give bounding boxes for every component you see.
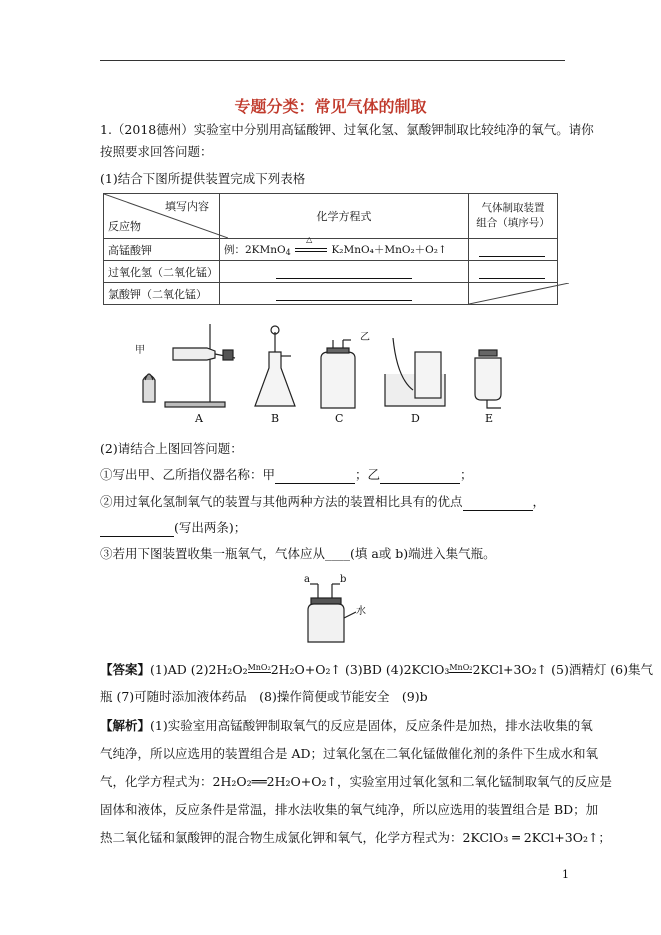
header-fill-content: 填写内容 xyxy=(165,200,209,213)
q1-text-a: ①写出甲、乙所指仪器名称：甲 xyxy=(100,467,276,482)
answer-line1 xyxy=(100,661,653,679)
q2-text-b: ， xyxy=(532,494,546,509)
question-1-line2: 按照要求回答问题： xyxy=(100,144,213,159)
q2-text-c: (写出两条)； xyxy=(174,520,247,535)
q2-text-a: ②用过氧化氢制氧气的装置与其他两种方法的装置相比具有的优点 xyxy=(100,494,463,509)
answer-line2: 瓶 (7)可随时添加液体药品 (8)操作简便或节能安全 (9)b xyxy=(100,689,428,704)
header-apparatus-line2: 组合（填序号） xyxy=(476,217,550,229)
q1-text-c: ； xyxy=(460,467,473,482)
header-rule xyxy=(100,60,565,61)
example-equation xyxy=(220,235,469,261)
label-jia: 甲 xyxy=(135,345,145,356)
answer-text2: 2H₂O+O₂↑ (3)BD (4)2KClO₃ xyxy=(270,662,450,677)
apparatus-label-c: C xyxy=(335,412,344,425)
row-label-kclo3: 氯酸钾（二氧化锰） xyxy=(104,283,220,305)
table-row xyxy=(104,239,558,261)
bottle-label-a: a xyxy=(304,574,310,585)
apparatus-label-e: E xyxy=(485,412,494,425)
table-row xyxy=(104,261,558,283)
apparatus-label-d: D xyxy=(411,412,420,425)
cell-answer-blank[interactable] xyxy=(469,261,558,283)
answer-table xyxy=(103,193,558,305)
table-row xyxy=(104,283,558,305)
part2-question2 xyxy=(100,493,545,511)
part2-question3: ③若用下图装置收集一瓶氧气，气体应从____(填 a或 b)端进入集气瓶。 xyxy=(100,546,496,561)
part1-instruction: (1)结合下图所提供装置完成下列表格 xyxy=(100,171,306,186)
apparatus-label-a: A xyxy=(195,412,203,425)
analysis-line2: 气纯净，所以应选用的装置组合是 AD；过氧化氢在二氧化锰做催化剂的条件下生成水和氧 xyxy=(100,746,599,761)
eq-sub: 4 xyxy=(285,248,291,257)
header-apparatus xyxy=(469,194,558,239)
cell-answer-blank[interactable] xyxy=(469,239,558,261)
answer-text1: (1)AD (2)2H₂O₂ xyxy=(150,662,248,677)
analysis-label: 【解析】 xyxy=(100,718,151,733)
eq-condition xyxy=(294,235,328,256)
bottle-label-b: b xyxy=(340,574,347,585)
blank-advantage-2[interactable] xyxy=(100,523,174,537)
part2-question1 xyxy=(100,466,473,484)
question-1-line1: 1.（2018德州）实验室中分别用高锰酸钾、过氧化氢、氯酸钾制取比较纯净的氧气。请你 xyxy=(100,122,594,137)
answer-label: 【答案】 xyxy=(100,662,151,677)
cell-equation-blank[interactable] xyxy=(220,261,469,283)
blank-jia[interactable] xyxy=(275,470,355,484)
header-apparatus-line1: 气体制取装置 xyxy=(481,202,545,214)
eq-prefix: 例：2KMnO xyxy=(224,244,286,256)
answer-catalyst-1: MnO₂ xyxy=(247,663,271,672)
label-yi: 乙 xyxy=(360,332,370,343)
analysis-text1: (1)实验室用高锰酸钾制取氧气的反应是固体，反应条件是加热，排水法收集的氧 xyxy=(150,718,593,733)
row-label-h2o2: 过氧化氢（二氧化锰） xyxy=(104,261,220,283)
q1-text-b: ；乙 xyxy=(355,467,381,482)
analysis-line1 xyxy=(100,717,593,735)
analysis-line3: 气，化学方程式为：2H₂O₂══2H₂O+O₂↑，实验室用过氧化氢和二氧化锰制取氧气的反应是 xyxy=(100,774,612,789)
cross-line xyxy=(469,283,569,305)
header-reactant: 反应物 xyxy=(108,220,141,233)
page-title: 专题分类：常见气体的制取 xyxy=(234,97,427,116)
heat-symbol: △ xyxy=(306,235,313,244)
page-number: 1 xyxy=(562,868,569,881)
answer-catalyst-2: MnO₂ xyxy=(449,663,473,672)
blank-advantage-1[interactable] xyxy=(463,497,533,511)
cell-crossed xyxy=(469,283,558,305)
eq-products: K₂MnO₄＋MnO₂＋O₂↑ xyxy=(331,244,447,256)
analysis-line5: 热二氧化锰和氯酸钾的混合物生成氯化钾和氧气，化学方程式为：2KClO₃ ═ 2KCl+3O₂↑； xyxy=(100,830,611,845)
cell-equation-blank[interactable] xyxy=(220,283,469,305)
answer-text3: 2KCl+3O₂↑ (5)酒精灯 (6)集气 xyxy=(472,662,654,677)
part2-intro: (2)请结合上图回答问题： xyxy=(100,441,243,456)
blank-yi[interactable] xyxy=(380,470,460,484)
table-diagonal-header xyxy=(104,194,220,239)
collection-bottle-figure xyxy=(296,572,376,644)
analysis-line4: 固体和液体，反应条件是常温，排水法收集的氧气纯净，所以应选用的装置组合是 BD；加 xyxy=(100,802,599,817)
header-equation: 化学方程式 xyxy=(220,194,469,239)
apparatus-figure xyxy=(135,318,515,428)
apparatus-label-b: B xyxy=(271,412,280,425)
part2-question2-cont xyxy=(100,519,246,537)
bottle-label-water: 水 xyxy=(356,606,366,617)
row-label-kmno4: 高锰酸钾 xyxy=(104,239,220,261)
